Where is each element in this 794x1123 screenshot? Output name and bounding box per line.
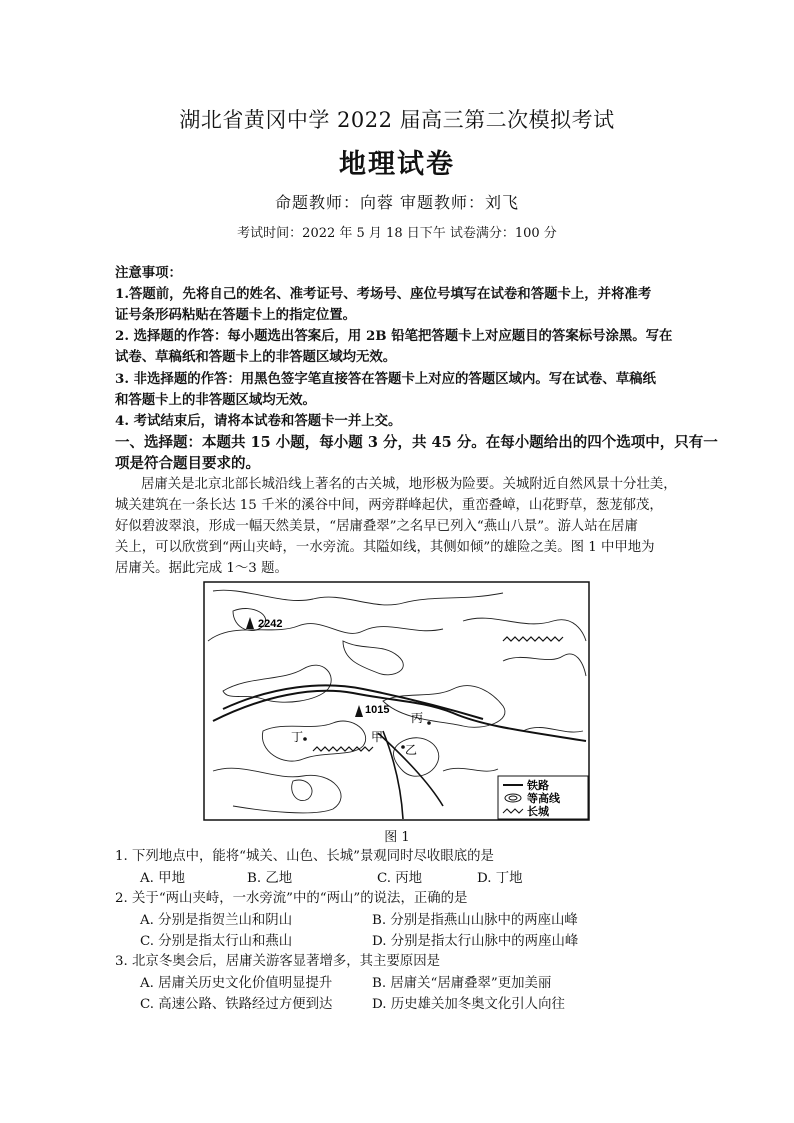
notice-line: 证号条形码粘贴在答题卡上的指定位置。 [115,307,357,323]
option: C. 分别是指太行山和燕山 [140,934,293,949]
option: A. 居庸关历史文化价值明显提升 [140,976,333,991]
notice-line: 1.答题前，先将自己的姓名、准考证号、考场号、座位号填写在试卷和答题卡上，并将准考 [115,286,652,302]
question-stem: 2. 关于“两山夹峙，一水旁流”中的“两山”的说法，正确的是 [115,891,468,906]
option: C. 高速公路、铁路经过方便到达 [140,997,333,1012]
passage-line: 好似碧波翠浪，形成一幅天然美景，“居庸叠翠”之名早已列入“燕山八景”。游人站在居庸 [115,519,638,534]
option: D. 历史雄关加冬奥文化引人向往 [372,997,565,1012]
notice-line: 和答题卡上的非答题区域均无效。 [115,392,316,408]
section-heading-cont: 项是符合题目要求的。 [115,455,260,472]
map-legend [498,776,588,819]
legend-railway: 铁路 [527,779,549,792]
section-heading: 一、选择题：本题共 15 小题，每小题 3 分，共 45 分。在每小题给出的四个选项中，只有一 [115,434,718,451]
figure-caption: 图 1 [384,830,410,845]
option: B. 分别是指燕山山脉中的两座山峰 [372,913,578,928]
place-label-yi: 乙 [405,743,418,757]
passage-line: 关上，可以欣赏到“两山夹峙，一水旁流。其隘如线，其侧如倾”的雄险之美。图 1 中甲地为 [115,540,655,555]
notice-line: 3. 非选择题的作答：用黑色签字笔直接答在答题卡上对应的答题区域内。写在试卷、草稿纸 [115,371,656,387]
peak-label: 1015 [365,704,390,716]
option: A. 分别是指贺兰山和阴山 [140,913,293,928]
legend-contour: 等高线 [527,792,560,805]
topographic-map [203,581,590,821]
notice-line: 2. 选择题的作答：每小题选出答案后，用 2B 铅笔把答题卡上对应题目的答案标号涂黑。写在 [115,328,673,344]
option: B. 居庸关“居庸叠翠”更加美丽 [372,976,552,991]
passage-line: 城关建筑在一条长达 15 千米的溪谷中间，两旁群峰起伏，重峦叠嶂，山花野草，葱茏郁茂， [115,498,663,513]
option: D. 分别是指太行山脉中的两座山峰 [372,934,579,949]
notice-heading: 注意事项： [115,265,182,281]
place-label-jia: 甲 [371,730,384,744]
subject-title: 地理试卷 [339,149,455,180]
question-stem: 1. 下列地点中，能将“城关、山色、长城”景观同时尽收眼底的是 [115,849,494,864]
passage-line: 居庸关。据此完成 1～3 题。 [115,561,288,576]
option: A. 甲地 [140,871,185,886]
place-label-bing: 丙 [411,711,424,725]
notice-line: 试卷、草稿纸和答题卡上的非答题区域均无效。 [115,349,397,365]
place-label-ding: 丁 [291,730,304,744]
passage-line: 居庸关是北京北部长城沿线上著名的古关城，地形极为险要。关城附近自然风景十分壮美， [141,477,677,492]
question-stem: 3. 北京冬奥会后，居庸关游客显著增多，其主要原因是 [115,954,441,969]
peak-label: 2242 [258,618,283,630]
option: C. 丙地 [377,871,423,886]
option: B. 乙地 [247,871,293,886]
teachers-line: 命题教师：向蓉 审题教师：刘飞 [274,193,520,212]
legend-wall: 长城 [527,805,549,818]
option: D. 丁地 [477,871,523,886]
exam-info: 考试时间：2022 年 5 月 18 日下午 试卷满分：100 分 [237,226,557,241]
notice-line: 4. 考试结束后，请将本试卷和答题卡一并上交。 [115,413,402,429]
exam-title: 湖北省黄冈中学 2022 届高三第二次模拟考试 [179,108,615,132]
